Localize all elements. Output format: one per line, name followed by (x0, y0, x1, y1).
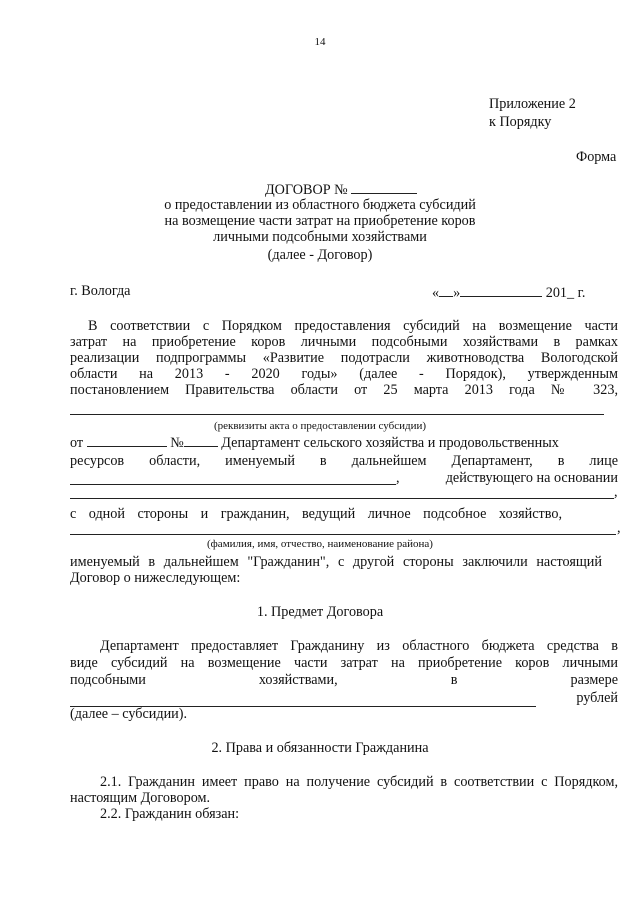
section-2-paragraph-2: 2.2. Гражданин обязан: (100, 806, 240, 822)
preamble-line-3: реализации подпрограммы «Развитие подотрасли животноводства Вологодской (70, 350, 618, 366)
section-1-line-1: Департамент предоставляет Гражданину из областного бюджета средства в (100, 638, 618, 654)
number-sign: № (170, 435, 184, 451)
title-line-3: на возмещение части затрат на приобретение коров (164, 213, 476, 229)
act-details-caption: (реквизиты акта о предоставлении субсидии) (213, 420, 427, 432)
preamble-line-11: Договор о нижеследующем: (70, 570, 241, 586)
preamble-line-1: В соответствии с Порядком предоставления субсидий на возмещение части (88, 318, 618, 334)
appendix-line-2: к Порядку (489, 114, 552, 130)
from-line (70, 434, 559, 451)
citizen-blank (70, 534, 616, 535)
preamble-line-5: постановлением Правительства области от 25 марта 2013 года № 323, (70, 382, 618, 398)
section-2-paragraph-1-line-2: настоящим Договором. (70, 790, 211, 806)
section-1-heading: 1. Предмет Договора (256, 604, 384, 620)
title-line-5: (далее - Договор) (267, 247, 373, 263)
date-year: 201_ г. (545, 285, 586, 301)
preamble-line-4: области на 2013 - 2020 годы» (далее - Порядок), утвержденным (70, 366, 618, 382)
basis-blank (70, 498, 614, 499)
date-month-blank (460, 284, 542, 297)
date-line (432, 284, 585, 301)
citizen-caption: (фамилия, имя, отчество, наименование района) (207, 538, 433, 550)
preamble-line-2: затрат на приобретение коров личными подсобными хозяйствами в рамках (70, 334, 618, 350)
date-day-blank (439, 284, 453, 297)
from-word: от (70, 435, 84, 451)
department-name: Департамент сельского хозяйства и продовольственных (221, 435, 559, 451)
date-quote-close: » (453, 285, 461, 301)
section-1-line-2: виде субсидий на возмещение части затрат на приобретение коров личными (70, 655, 618, 671)
preamble-line-10: именуемый в дальнейшем "Гражданин", с другой стороны заключили настоящий (70, 554, 602, 570)
page-number: 14 (314, 36, 326, 48)
section-1-line-3: подсобными хозяйствами, в размере (70, 672, 618, 688)
section-2-paragraph-1-line-1: 2.1. Гражданин имеет право на получение субсидий в соответствии с Порядком, (100, 774, 618, 790)
citizen-comma: , (617, 520, 621, 536)
act-details-blank (70, 414, 604, 415)
contract-title (265, 181, 417, 198)
rubles-label: рублей (576, 690, 618, 706)
title-line-2: о предоставлении из областного бюджета субсидий (164, 197, 476, 213)
representative-blank (70, 484, 396, 485)
contract-title-text: ДОГОВОР № (265, 182, 348, 198)
from-date-blank (87, 434, 167, 447)
section-2-heading: 2. Права и обязанности Гражданина (211, 740, 429, 756)
appendix-line-1: Приложение 2 (489, 96, 576, 112)
basis-comma: , (614, 484, 618, 500)
section-1-line-5: (далее – субсидии). (70, 706, 188, 722)
title-line-4: личными подсобными хозяйствами (213, 229, 427, 245)
from-number-blank (184, 434, 218, 447)
contract-number-blank (351, 181, 417, 194)
form-label: Форма (576, 149, 617, 165)
place: г. Вологда (70, 283, 131, 299)
date-quote-open: « (432, 285, 440, 301)
preamble-line-9: с одной стороны и гражданин, ведущий личное подсобное хозяйство, (70, 506, 562, 522)
acting-comma: , (396, 470, 400, 486)
preamble-line-7: ресурсов области, именуемый в дальнейшем Департамент, в лице (70, 453, 618, 469)
acting-basis: действующего на основании (445, 470, 618, 486)
